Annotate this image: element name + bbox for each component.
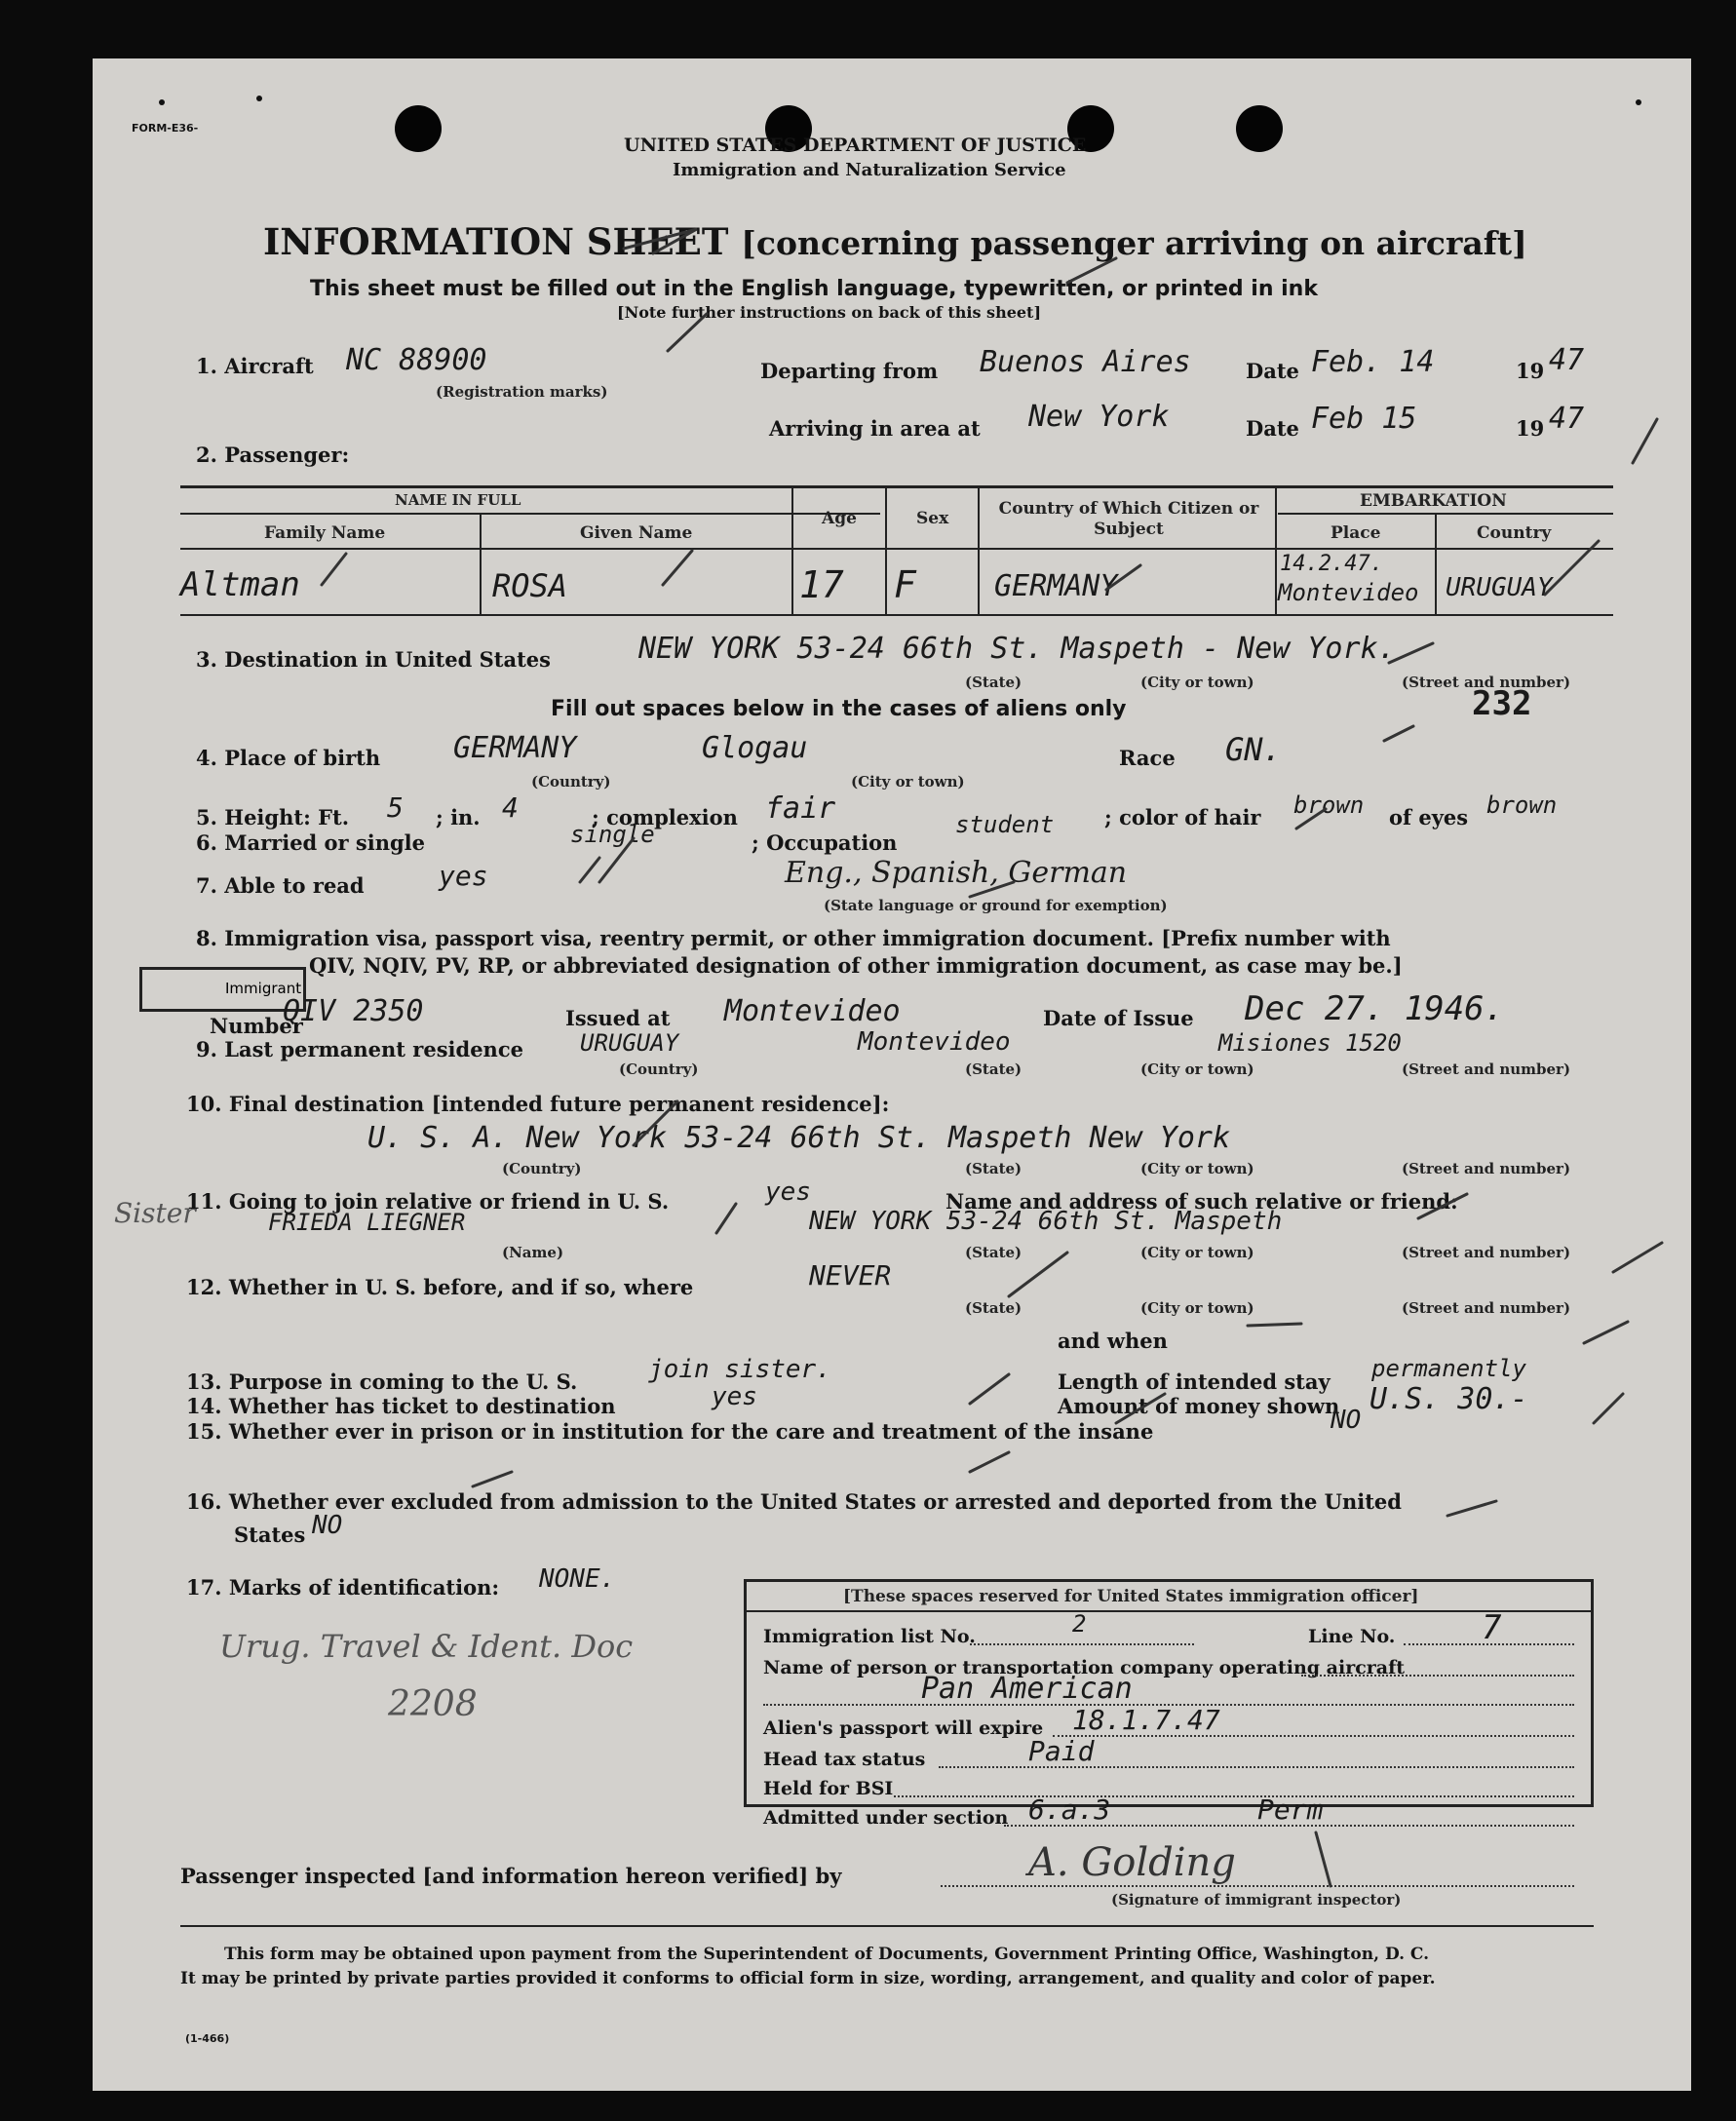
destination-value: NEW YORK 53-24 66th St. Maspeth - New York. — [638, 632, 1396, 666]
caption-street: (Street and number) — [1402, 1244, 1571, 1261]
hand-number: 232 — [1472, 684, 1532, 723]
prison-value: NO — [1331, 1406, 1362, 1435]
read-value: yes — [439, 860, 488, 892]
footer-line-2: It may be printed by private parties provided it conforms to official form in size, wording, arrangement, and quality and color of paper. — [180, 1969, 1436, 1988]
title-main: INFORMATION SHEET — [263, 220, 729, 263]
label-passenger: 2. Passenger: — [196, 443, 350, 467]
footer-line-1: This form may be obtained upon payment from the Superintendent of Documents, Government Printing Office, Washington, D. C. — [224, 1945, 1430, 1964]
admitted-value-2: Perm — [1257, 1793, 1324, 1826]
line-no-value: 7 — [1482, 1608, 1502, 1647]
label-money: Amount of money shown — [1058, 1394, 1340, 1418]
purpose-value: join sister. — [648, 1355, 831, 1384]
label-held-bsi: Held for BSI — [763, 1778, 894, 1799]
excluded-value: NO — [312, 1511, 343, 1540]
label-final-destination: 10. Final destination [intended future permanent residence]: — [186, 1092, 890, 1116]
label-before: 12. Whether in U. S. before, and if so, where — [186, 1275, 694, 1299]
family-name-value: Altman — [180, 565, 300, 604]
caption-city: (City or town) — [851, 773, 965, 791]
married-value: single — [570, 821, 655, 848]
travel-doc-note: Urug. Travel & Ident. Doc — [219, 1628, 634, 1665]
issue-date-value: Dec 27. 1946. — [1245, 989, 1505, 1028]
relative-address-value: NEW YORK 53-24 66th St. Maspeth — [809, 1207, 1283, 1236]
label-issued-at: Issued at — [565, 1006, 671, 1030]
inspector-signature: A. Golding — [1028, 1840, 1236, 1885]
label-arriving: Arriving in area at — [769, 416, 981, 441]
hair-value: brown — [1293, 791, 1365, 819]
label-document: 8. Immigration visa, passport visa, reentry permit, or other immigration document. [Prefix number with — [196, 926, 1391, 950]
citizen-header: Country of Which Citizen or Subject — [998, 499, 1259, 539]
caption-state: (State) — [965, 1060, 1022, 1078]
caption-name: (Name) — [502, 1244, 564, 1261]
label-inspected: Passenger inspected [and information hereon verified] by — [180, 1864, 842, 1888]
age-value: 17 — [799, 563, 844, 606]
arr-year-prefix: 19 — [1516, 416, 1545, 441]
last-city-value: Montevideo — [858, 1027, 1011, 1057]
label-operator: Name of person or transportation company operating aircraft — [763, 1657, 1406, 1678]
caption-city: (City or town) — [1140, 1060, 1254, 1078]
label-passport-expire: Alien's passport will expire — [763, 1717, 1044, 1739]
stamp-text: Immigrant — [225, 980, 302, 997]
travel-doc-number: 2208 — [388, 1684, 478, 1724]
caption-city: (City or town) — [1140, 1244, 1254, 1261]
label-head-tax: Head tax status — [763, 1749, 926, 1770]
race-value: GN. — [1225, 731, 1282, 768]
height-in-value: 4 — [502, 791, 519, 824]
given-name-value: ROSA — [492, 567, 568, 604]
dep-year-prefix: 19 — [1516, 359, 1545, 383]
caption-street: (Street and number) — [1402, 1299, 1571, 1317]
age-header: Age — [822, 509, 857, 528]
label-aircraft: 1. Aircraft — [196, 354, 314, 378]
label-occupation: ; Occupation — [752, 830, 898, 855]
caption-country: (Country) — [619, 1060, 699, 1078]
family-name-header: Family Name — [264, 523, 386, 543]
label-states: States — [234, 1523, 306, 1547]
label-in: ; in. — [436, 805, 481, 829]
sex-value: F — [894, 563, 916, 606]
label-eyes: of eyes — [1389, 805, 1469, 829]
label-hair: ; color of hair — [1104, 805, 1261, 829]
form-number: (1-466) — [185, 2032, 230, 2045]
emb-country-header: Country — [1477, 523, 1552, 543]
caption-state: (State) — [965, 1160, 1022, 1177]
caption-city: (City or town) — [1140, 1160, 1254, 1177]
label-departing: Departing from — [760, 359, 939, 383]
before-value: NEVER — [809, 1259, 892, 1292]
caption-country: (Country) — [531, 773, 611, 791]
name-in-full-header: NAME IN FULL — [395, 491, 521, 509]
head-tax-value: Paid — [1028, 1735, 1095, 1767]
languages-value: Eng., Spanish, German — [785, 856, 1128, 890]
citizen-value: GERMANY — [994, 569, 1118, 603]
signature-caption: (Signature of immigrant inspector) — [1111, 1891, 1402, 1909]
eyes-value: brown — [1486, 791, 1558, 819]
label-destination: 3. Destination in United States — [196, 647, 551, 672]
emb-country-value: URUGUAY — [1446, 573, 1553, 602]
reg-marks-caption: (Registration marks) — [436, 383, 608, 401]
label-prison: 15. Whether ever in prison or in institution for the care and treatment of the insane — [186, 1419, 1154, 1444]
check-marks — [93, 58, 1691, 2091]
arr-date-value: Feb 15 — [1311, 402, 1417, 436]
sex-header: Sex — [916, 509, 949, 528]
label-race: Race — [1119, 746, 1176, 770]
imm-list-value: 2 — [1072, 1610, 1087, 1638]
marks-value: NONE. — [539, 1564, 616, 1594]
label-number: Number — [210, 1014, 303, 1038]
admitted-value: 6.a.3 — [1028, 1793, 1111, 1826]
caption-city: (City or town) — [1140, 674, 1254, 691]
aircraft-value: NC 88900 — [346, 343, 487, 377]
departing-value: Buenos Aires — [980, 345, 1191, 379]
form-id: FORM-E36- — [132, 122, 199, 135]
final-destination-value: U. S. A. New York 53-24 66th St. Maspeth New York — [367, 1121, 1231, 1155]
label-dep-date: Date — [1246, 359, 1299, 383]
height-ft-value: 5 — [387, 791, 404, 824]
issued-at-value: Montevideo — [724, 994, 901, 1028]
embarkation-header: EMBARKATION — [1360, 491, 1507, 511]
department: UNITED STATES DEPARTMENT OF JUSTICE — [624, 135, 1087, 156]
caption-country: (Country) — [502, 1160, 582, 1177]
label-date-issue: Date of Issue — [1043, 1006, 1194, 1030]
label-marks: 17. Marks of identification: — [186, 1575, 500, 1600]
dep-date-value: Feb. 14 — [1311, 345, 1435, 379]
operator-value: Pan American — [921, 1672, 1133, 1706]
occupation-value: student — [955, 811, 1055, 838]
ticket-value: yes — [712, 1382, 757, 1411]
aliens-only-heading: Fill out spaces below in the cases of aliens only — [551, 697, 1127, 721]
emb-date-value: 14.2.47. — [1280, 552, 1383, 576]
caption-state: (State) — [965, 674, 1022, 691]
label-last-residence: 9. Last permanent residence — [196, 1037, 523, 1061]
caption-state: (State) — [965, 1244, 1022, 1261]
complexion-value: fair — [765, 791, 836, 826]
label-ticket: 14. Whether has ticket to destination — [186, 1394, 616, 1418]
label-join: 11. Going to join relative or friend in U. S. — [186, 1189, 670, 1214]
dep-year-value: 47 — [1549, 343, 1585, 377]
label-name-address: Name and address of such relative or friend: — [945, 1189, 1458, 1214]
join-value: yes — [765, 1177, 811, 1207]
note: [Note further instructions on back of this sheet] — [617, 303, 1042, 322]
label-imm-list: Immigration list No. — [763, 1626, 976, 1647]
last-country-value: URUGUAY — [580, 1029, 679, 1057]
stay-value: permanently — [1371, 1355, 1526, 1382]
instruction: This sheet must be filled out in the English language, typewritten, or printed in ink — [310, 277, 1318, 301]
label-excluded: 16. Whether ever excluded from admission to the United States or arrested and deported from the United — [186, 1489, 1402, 1514]
arr-year-value: 47 — [1549, 402, 1585, 436]
label-arr-date: Date — [1246, 416, 1299, 441]
label-read: 7. Able to read — [196, 873, 365, 898]
label-birth: 4. Place of birth — [196, 746, 381, 770]
caption-language: (State language or ground for exemption) — [824, 897, 1168, 914]
label-document-2: QIV, NQIV, PV, RP, or abbreviated designation of other immigration document, as case may be.] — [309, 953, 1403, 978]
caption-street: (Street and number) — [1402, 674, 1571, 691]
given-name-header: Given Name — [580, 523, 693, 543]
caption-street: (Street and number) — [1402, 1060, 1571, 1078]
doc-number-value: QIV 2350 — [283, 994, 424, 1028]
label-purpose: 13. Purpose in coming to the U. S. — [186, 1369, 578, 1394]
caption-city: (City or town) — [1140, 1299, 1254, 1317]
officer-heading: [These spaces reserved for United States immigration officer] — [843, 1587, 1419, 1606]
service: Immigration and Naturalization Service — [673, 160, 1066, 180]
information-sheet — [93, 58, 1691, 2091]
label-height: 5. Height: Ft. — [196, 805, 350, 829]
birth-city-value: Glogau — [702, 731, 808, 765]
label-length-stay: Length of intended stay — [1058, 1369, 1331, 1394]
money-value: U.S. 30.- — [1370, 1382, 1528, 1416]
passport-expire-value: 18.1.7.47 — [1072, 1704, 1220, 1736]
emb-place-value: Montevideo — [1278, 579, 1419, 606]
relative-value: FRIEDA LIEGNER — [268, 1209, 466, 1236]
birth-country-value: GERMANY — [453, 731, 577, 765]
arriving-value: New York — [1028, 400, 1170, 434]
caption-street: (Street and number) — [1402, 1160, 1571, 1177]
caption-state: (State) — [965, 1299, 1022, 1317]
label-married: 6. Married or single — [196, 830, 426, 855]
place-header: Place — [1331, 523, 1381, 543]
label-and-when: and when — [1058, 1329, 1168, 1353]
label-line-no: Line No. — [1308, 1626, 1396, 1647]
title-sub: [concerning passenger arriving on aircraft] — [741, 224, 1527, 262]
label-admitted: Admitted under section — [763, 1807, 1009, 1829]
last-street-value: Misiones 1520 — [1218, 1029, 1402, 1057]
label-complexion: ; complexion — [592, 805, 738, 829]
sister-note: Sister — [114, 1197, 196, 1229]
